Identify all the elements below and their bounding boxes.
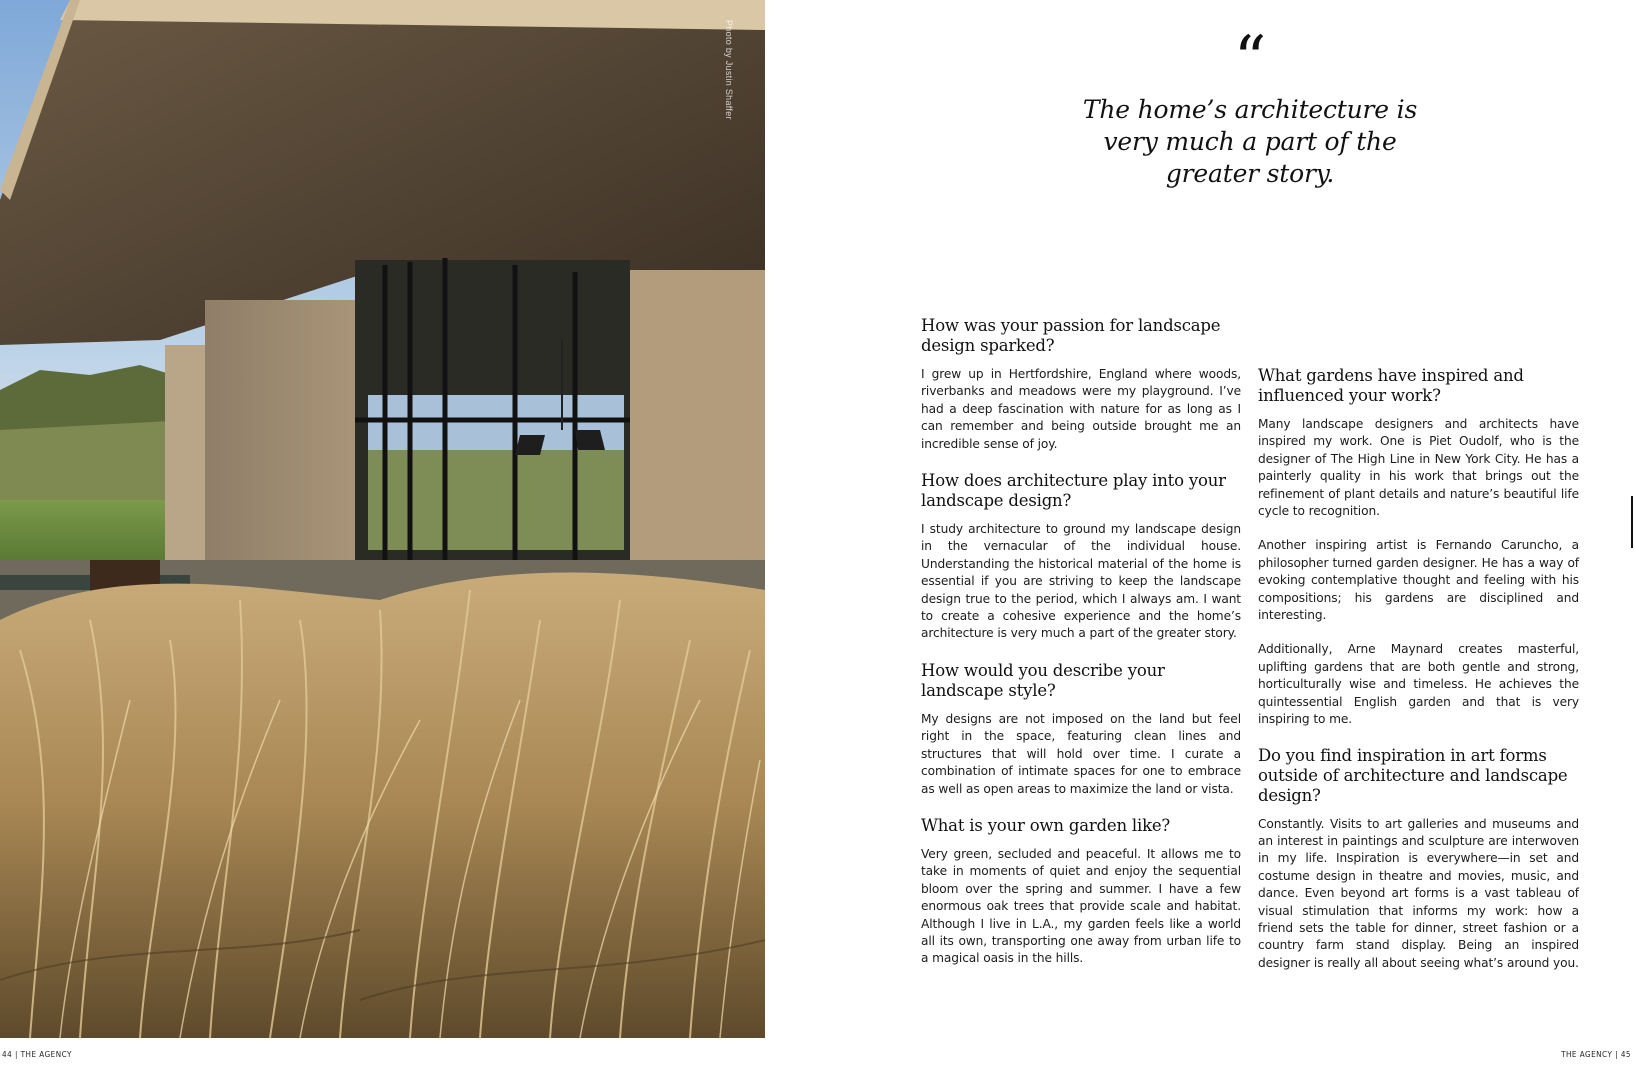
question-heading: What gardens have inspired and influenced your work? [1258,366,1524,405]
qa-block [1258,746,1579,973]
answer-text: Additionally, Arne Maynard creates masterful, uplifting gardens that are both gentle and strong, horticulturally wise and timeless. He achieves the quintessential English garden and that is very inspiring to me. [1258,642,1579,727]
answer-text: Many landscape designers and architects have inspired my work. One is Piet Oudolf, who is the designer of The High Line in New York City. He has a painterly quality in his work that brings out the refinement of plant details and nature’s beautiful life cycle to recognition. [1258,417,1579,519]
pull-quote: The home’s architecture is very much a part of the greater story. [1082,95,1418,188]
answer-text: I study architecture to ground my landscape design in the vernacular of the individual house. Understanding the historical material of the home is essential if you are striving to keep the landscape design true to the period, which I always am. I want to create a cohesive experience and the home’s architecture is very much a part of the greater story. [921,522,1241,641]
quote-mark: “ [1233,23,1267,97]
question-heading: What is your own garden like? [921,815,1171,835]
qa-block [1258,366,1579,729]
answer-text: Another inspiring artist is Fernando Caruncho, a philosopher turned garden designer. He has a way of evoking contemplative thought and feeling with his compositions; his gardens are disciplined and interesting. [1258,538,1579,623]
photo-credit: Photo by Justin Shaffer [724,20,734,120]
answer-text: Constantly. Visits to art galleries and museums and an interest in paintings and sculpture are interwoven in my life. Inspiration is everywhere—in set and costume design in theatre and movies, music, and dance. Even beyond art forms is a vast tableau of visual stimulation that informs my work: how a friend sets the table for dinner, street fashion or a country farm stand display. Being an inspired designer is really all about seeing what’s around you. [1258,816,1579,970]
column-left [921,316,1241,986]
answer-text: I grew up in Hertfordshire, England where woods, riverbanks and meadows were my playground. I’ve had a deep fascination with nature for as long as I can remember and being outside brought me an incredible sense of joy. [921,367,1241,451]
column-right [1258,366,1579,989]
question-heading: Do you find inspiration in art forms outside of architecture and landscape design? [1258,745,1568,805]
garden-photo [0,0,765,1038]
page-folio-right: THE AGENCY | 45 [1561,1050,1631,1059]
page-folio-left: 44 | THE AGENCY [2,1050,72,1059]
edge-marker [1631,496,1633,548]
answer-text: My designs are not imposed on the land but feel right in the space, featuring clean lines and structures that will hold over time. I curate a combination of intimate spaces for one to embrace as well as open areas to maximize the land or vista. [921,711,1241,796]
qa-block [921,816,1241,968]
qa-block [921,471,1241,643]
question-heading: How does architecture play into your landscape design? [921,471,1226,511]
photo-illustration [0,0,765,1038]
question-heading: How would you describe your landscape style? [921,660,1165,700]
question-heading: How was your passion for landscape design sparked? [921,316,1221,355]
qa-block [921,316,1241,453]
qa-block [921,661,1241,798]
answer-text: Very green, secluded and peaceful. It allows me to take in moments of quiet and enjoy the sequential bloom over the spring and summer. I have a few enormous oak trees that provide scale and habitat. Although I live in L.A., my garden feels like a world all its own, transporting one away from urban life to a magical oasis in the hills. [921,846,1241,966]
